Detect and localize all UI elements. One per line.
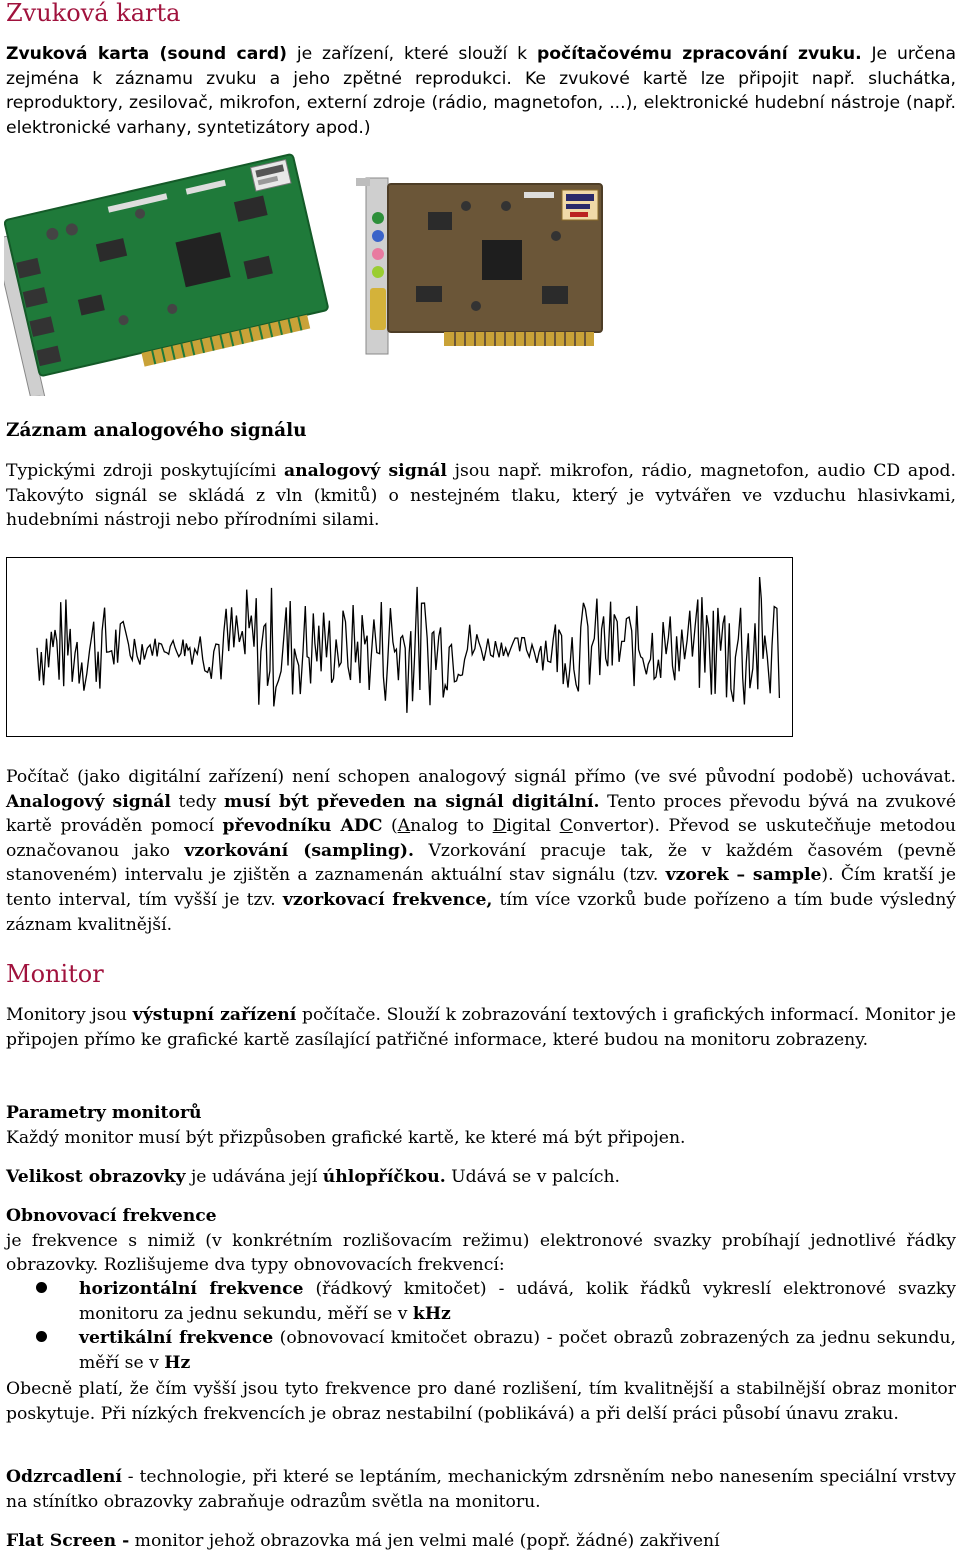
refresh-conclusion: Obecně platí, že čím vyšší jsou tyto frekvence pro dané rozlišení, tím kvalitnější a stabilnější obraz monitor poskytuje. Při nízkých frekvencích je obraz nestabilní (poblikává) a při delší práci působí únavu zraku. — [6, 1379, 956, 1424]
anti-glare-paragraph: Odzrcadlení - technologie, při které se leptáním, mechanickým zdrsněním nebo nanesením speciální vrstvy na stínítko obrazovky zabraňuje odrazům světla na monitoru. — [6, 1467, 956, 1512]
bullet-icon — [36, 1331, 47, 1342]
params-heading: Parametry monitorů — [6, 1103, 202, 1123]
refresh-types-list — [6, 1277, 956, 1375]
refresh-rate-paragraph: Obnovovací frekvence je frekvence s nimiž (v konkrétním rozlišovacím režimu) elektronové svazky probíhají jednotlivé řádky obrazovky. Rozlišujeme dva typy obnovovacích frekvencí: — [6, 1206, 956, 1276]
analog-signal-paragraph: Typickými zdroji poskytujícími analogový signál jsou např. mikrofon, rádio, magnetofon, audio CD apod. Takovýto signál se skládá z vln (kmitů) o nestejném tlaku, který je vytvářen ve vzduchu hlasivkami, hudebními nástroji nebo přírodními silami. — [6, 461, 956, 531]
list-item: vertikální frekvence (obnovovací kmitočet obrazu) - počet obrazů zobrazených za jednu sekundu, měří se v Hz — [6, 1326, 956, 1375]
bullet-icon — [36, 1282, 47, 1293]
refresh-heading: Obnovovací frekvence — [6, 1206, 217, 1226]
section-heading-sound-card: Zvuková karta — [6, 0, 181, 27]
sound-card-intro: Zvuková karta (sound card) je zařízení, které slouží k počítačovému zpracování zvuku. Je určena zejména k záznamu zvuku a jeho zpětné reprodukci. Ke zvukové kartě lze připojit např. sluchátka, reproduktory, zesilovač, mikrofon, externí zdroje (rádio, magnetofon, ...), elektronické hudební nástroje (např. elektronické varhany, syntetizátory apod.) — [6, 44, 956, 139]
analog-waveform — [7, 558, 792, 736]
adc-sampling-paragraph: Počítač (jako digitální zařízení) není schopen analogový signál přímo (ve své původní podobě) uchovávat. Analogový signál tedy musí být převeden na signál digitální. Tento proces převodu bývá na zvukové kartě prováděn pomocí převodníku ADC (Analog to Digital Convertor). Převod se uskutečňuje metodou označovanou jako vzorkování (sampling). Vzorkování pracuje tak, že v každém časovém (pevně stanoveném) intervalu je zjištěn a zaznamenán aktuální stav signálu (tzv. vzorek – sample). Čím kratší je tento interval, tím vyšší je tzv. vzorkovací frekvence, tím více vzorků bude pořízeno a tím bude výsledný záznam kvalitnější. — [6, 767, 956, 935]
monitor-intro: Monitory jsou výstupní zařízení počítače. Slouží k zobrazování textových i grafických informací. Monitor je připojen přímo ke grafické kartě zasílající patřičné informace, které budou na monitoru zobrazeny. — [6, 1005, 956, 1050]
flat-screen-paragraph: Flat Screen - monitor jehož obrazovka má jen velmi malé (popř. žádné) zakřivení — [6, 1531, 720, 1551]
analog-waveform-figure — [6, 557, 793, 737]
screen-size-paragraph: Velikost obrazovky je udávána její úhlopříčkou. Udává se v palcích. — [6, 1167, 620, 1187]
list-item: horizontální frekvence (řádkový kmitočet) - udává, kolik řádků vykreslí elektronové svazky monitoru za jednu sekundu, měří se v kHz — [6, 1277, 956, 1326]
sound-card-audigy-image — [4, 148, 339, 396]
section-heading-monitor: Monitor — [6, 960, 104, 988]
subheading-analog-recording: Záznam analogového signálu — [6, 420, 307, 441]
sound-card-sound-blaster-image — [356, 176, 608, 360]
monitor-parameters: Parametry monitorů Každý monitor musí být přizpůsoben grafické kartě, ke které má být připojen. — [6, 1103, 686, 1148]
